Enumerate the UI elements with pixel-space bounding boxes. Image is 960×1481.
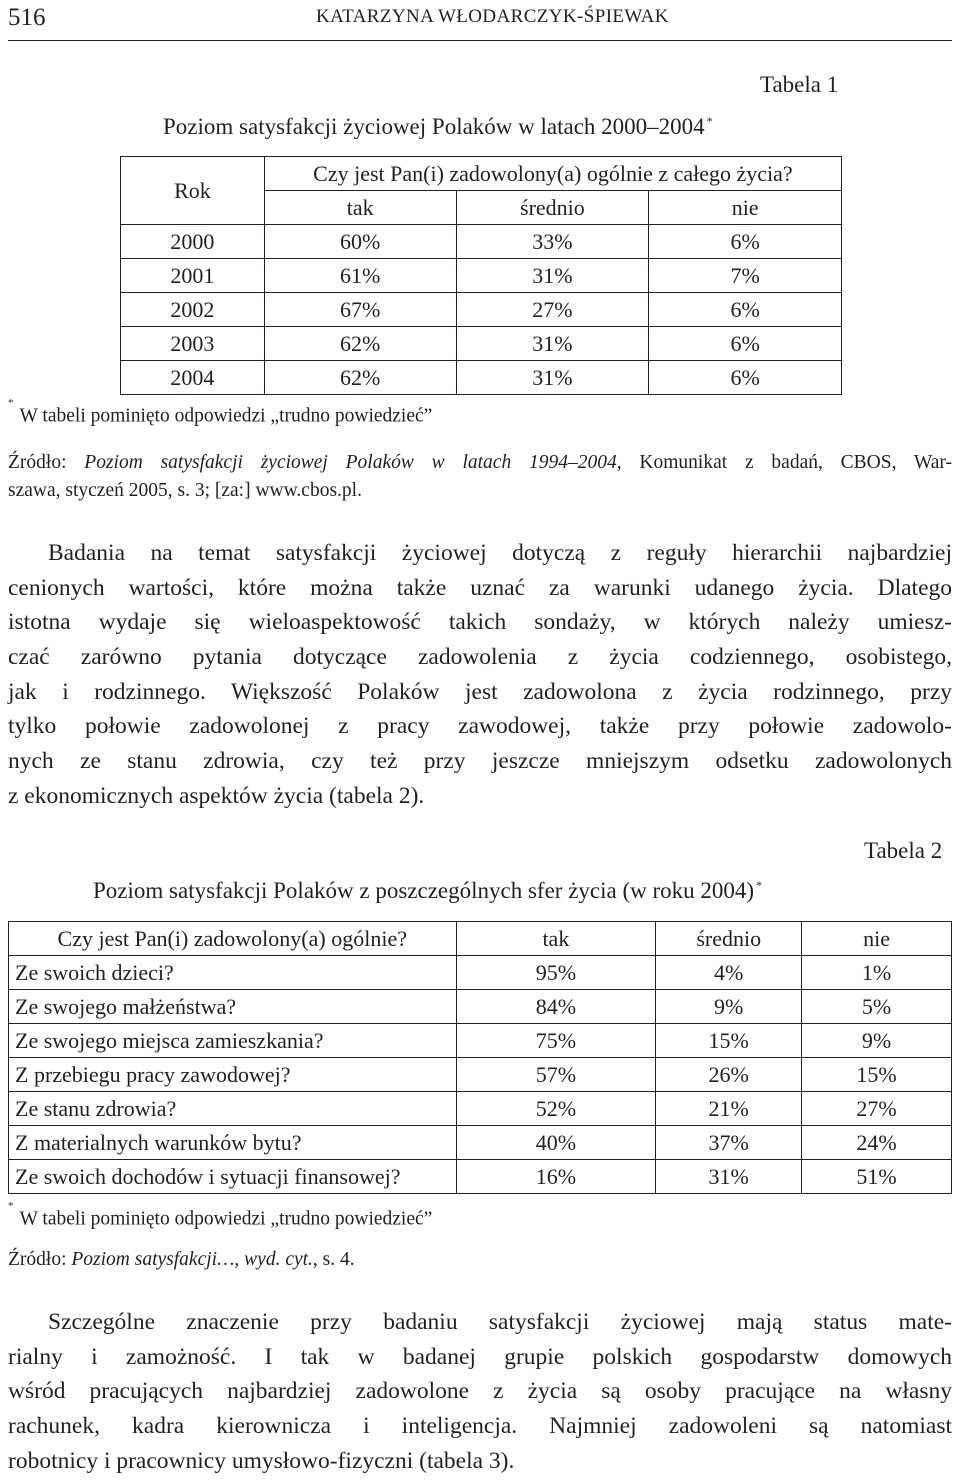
table1-year-cell: 2000 bbox=[121, 225, 265, 259]
table2-question-cell: Z materialnych warunków bytu? bbox=[9, 1126, 457, 1160]
table2-header-row bbox=[9, 922, 952, 956]
table2-note bbox=[8, 1200, 433, 1231]
table1-note-text: W tabeli pominięto odpowiedzi „trudno powiedzieć” bbox=[19, 405, 433, 427]
table1-value-cell: 6% bbox=[649, 225, 842, 259]
table1-source-line1 bbox=[8, 449, 952, 477]
table1-value-cell: 27% bbox=[456, 293, 649, 327]
table2-row bbox=[9, 1092, 952, 1126]
table1-label: Tabela 1 bbox=[760, 72, 839, 97]
table1-rok-header: Rok bbox=[121, 157, 265, 225]
table1-value-cell: 7% bbox=[649, 259, 842, 293]
running-head: KATARZYNA WŁODARCZYK-ŚPIEWAK bbox=[316, 6, 669, 27]
table2-value-cell: 16% bbox=[456, 1160, 656, 1194]
table2-source bbox=[8, 1246, 355, 1274]
paragraph-line: z ekonomicznych aspektów życia (tabela 2). bbox=[8, 782, 425, 809]
paragraph-line: nych ze stanu zdrowia, czy też przy jeszcze mniejszym odsetku zadowolonych bbox=[8, 748, 952, 775]
table2-row bbox=[9, 1126, 952, 1160]
body-paragraph-1 bbox=[8, 536, 952, 814]
table2-value-cell: 95% bbox=[456, 956, 656, 990]
table1-value-cell: 6% bbox=[649, 293, 842, 327]
paragraph-line: tylko połowie zadowolonej z pracy zawodowej, także przy połowie zadowolo- bbox=[8, 713, 952, 740]
table1-value-cell: 31% bbox=[456, 361, 649, 395]
table2-question-cell: Ze swoich dzieci? bbox=[9, 956, 457, 990]
table2-question-cell: Ze swojego miejsca zamieszkania? bbox=[9, 1024, 457, 1058]
table2-value-cell: 31% bbox=[656, 1160, 802, 1194]
table1-source-title: Poziom satysfakcji życiowej Polaków w latach 1994–2004 bbox=[84, 452, 617, 473]
table1-value-cell: 60% bbox=[264, 225, 456, 259]
table1-source bbox=[8, 449, 952, 505]
table1-source-line2: szawa, styczeń 2005, s. 3; [za:] www.cbos.pl. bbox=[8, 480, 362, 501]
table2-value-cell: 9% bbox=[656, 990, 802, 1024]
table2-col-nie: nie bbox=[802, 922, 952, 956]
table1-row bbox=[121, 361, 842, 395]
table1-row bbox=[121, 327, 842, 361]
table2-caption bbox=[93, 878, 762, 904]
table1-value-cell: 33% bbox=[456, 225, 649, 259]
table1-caption-text: Poziom satysfakcji życiowej Polaków w latach 2000–2004 bbox=[163, 114, 705, 139]
table1-year-cell: 2004 bbox=[121, 361, 265, 395]
table2-row bbox=[9, 1024, 952, 1058]
paragraph-line: rachunek, kadra kierownicza i inteligencja. Najmniej zadowoleni są natomiast bbox=[8, 1413, 952, 1440]
table1-value-cell: 31% bbox=[456, 327, 649, 361]
table2-value-cell: 5% bbox=[802, 990, 952, 1024]
page-number: 516 bbox=[8, 4, 46, 31]
table1-value-cell: 31% bbox=[456, 259, 649, 293]
table2-value-cell: 24% bbox=[802, 1126, 952, 1160]
table1-question-header: Czy jest Pan(i) zadowolony(a) ogólnie z całego życia? bbox=[264, 157, 841, 191]
table1-caption-marker: * bbox=[706, 114, 713, 128]
table1-source-rest: , Komunikat z badań, CBOS, War- bbox=[616, 452, 953, 473]
table2-row bbox=[9, 1160, 952, 1194]
table2-caption-marker: * bbox=[756, 878, 763, 892]
paragraph-line: Badania na temat satysfakcji życiowej dotyczą z reguły hierarchii najbardziej bbox=[48, 540, 952, 566]
table1-header-row bbox=[121, 157, 842, 191]
table2-note-text: W tabeli pominięto odpowiedzi „trudno powiedzieć” bbox=[19, 1208, 433, 1230]
table1-value-cell: 6% bbox=[649, 361, 842, 395]
table2-value-cell: 26% bbox=[656, 1058, 802, 1092]
table2-value-cell: 57% bbox=[456, 1058, 656, 1092]
table1-col-srednio: średnio bbox=[456, 191, 649, 225]
page-header bbox=[8, 0, 952, 41]
table2 bbox=[8, 921, 952, 1194]
table2-label: Tabela 2 bbox=[864, 838, 943, 863]
table2-value-cell: 1% bbox=[802, 956, 952, 990]
table2-value-cell: 37% bbox=[656, 1126, 802, 1160]
paragraph-line: wśród pracujących najbardziej zadowolone z życia są osoby pracujące na własny bbox=[8, 1378, 952, 1405]
table1-col-tak: tak bbox=[264, 191, 456, 225]
table2-question-cell: Ze swojego małżeństwa? bbox=[9, 990, 457, 1024]
table2-value-cell: 15% bbox=[802, 1058, 952, 1092]
paragraph-line: istotna wydaje się wieloaspektowość takich sondaży, w których należy umiesz- bbox=[8, 609, 952, 636]
table2-row bbox=[9, 1058, 952, 1092]
table2-row bbox=[9, 956, 952, 990]
table2-question-cell: Ze swoich dochodów i sytuacji finansowej? bbox=[9, 1160, 457, 1194]
table1-value-cell: 61% bbox=[264, 259, 456, 293]
table2-source-title: Poziom satysfakcji…, wyd. cyt. bbox=[71, 1249, 313, 1270]
table2-value-cell: 84% bbox=[456, 990, 656, 1024]
table1-source-label: Źródło: bbox=[8, 452, 85, 473]
table2-question-header: Czy jest Pan(i) zadowolony(a) ogólnie? bbox=[9, 922, 457, 956]
table1-value-cell: 62% bbox=[264, 361, 456, 395]
body-paragraph-2 bbox=[8, 1305, 952, 1478]
table2-value-cell: 75% bbox=[456, 1024, 656, 1058]
paragraph-line: cenionych wartości, które można także uznać za warunki udanego życia. Dlatego bbox=[8, 574, 952, 601]
table2-value-cell: 51% bbox=[802, 1160, 952, 1194]
table1-note bbox=[8, 397, 433, 428]
table1-year-cell: 2003 bbox=[121, 327, 265, 361]
paragraph-line: rialny i zamożność. I tak w badanej grupie polskich gospodarstw domowych bbox=[8, 1343, 952, 1370]
table2-source-rest: , s. 4. bbox=[312, 1249, 355, 1270]
paragraph-line: Szczególne znaczenie przy badaniu satysfakcji życiowej mają status mate- bbox=[48, 1309, 952, 1335]
table1-year-cell: 2001 bbox=[121, 259, 265, 293]
table2-value-cell: 4% bbox=[656, 956, 802, 990]
paragraph-line: czać zarówno pytania dotyczące zadowolenia z życia codziennego, osobistego, bbox=[8, 644, 952, 671]
table2-question-cell: Z przebiegu pracy zawodowej? bbox=[9, 1058, 457, 1092]
table2-question-cell: Ze stanu zdrowia? bbox=[9, 1092, 457, 1126]
table2-source-label: Źródło: bbox=[8, 1249, 72, 1270]
table1-row bbox=[121, 259, 842, 293]
table1-value-cell: 67% bbox=[264, 293, 456, 327]
table2-value-cell: 9% bbox=[802, 1024, 952, 1058]
table1-row bbox=[121, 293, 842, 327]
table2-value-cell: 52% bbox=[456, 1092, 656, 1126]
paragraph-line: robotnicy i pracownicy umysłowo-fizyczni (tabela 3). bbox=[8, 1447, 515, 1474]
table2-value-cell: 15% bbox=[656, 1024, 802, 1058]
table1-row bbox=[121, 225, 842, 259]
table1-year-cell: 2002 bbox=[121, 293, 265, 327]
table2-note-marker: * bbox=[8, 1200, 14, 1212]
table1-col-nie: nie bbox=[649, 191, 842, 225]
table1-value-cell: 62% bbox=[264, 327, 456, 361]
table2-value-cell: 21% bbox=[656, 1092, 802, 1126]
table1-note-marker: * bbox=[8, 397, 14, 409]
table1-value-cell: 6% bbox=[649, 327, 842, 361]
table1-caption bbox=[163, 114, 713, 140]
table1 bbox=[120, 156, 842, 395]
paragraph-line: jak i rodzinnego. Większość Polaków jest zadowolona z życia rodzinnego, przy bbox=[8, 678, 952, 705]
table2-row bbox=[9, 990, 952, 1024]
table2-value-cell: 27% bbox=[802, 1092, 952, 1126]
table2-col-srednio: średnio bbox=[656, 922, 802, 956]
table2-caption-text: Poziom satysfakcji Polaków z poszczególnych sfer życia (w roku 2004) bbox=[93, 878, 755, 903]
table2-value-cell: 40% bbox=[456, 1126, 656, 1160]
table2-col-tak: tak bbox=[456, 922, 656, 956]
